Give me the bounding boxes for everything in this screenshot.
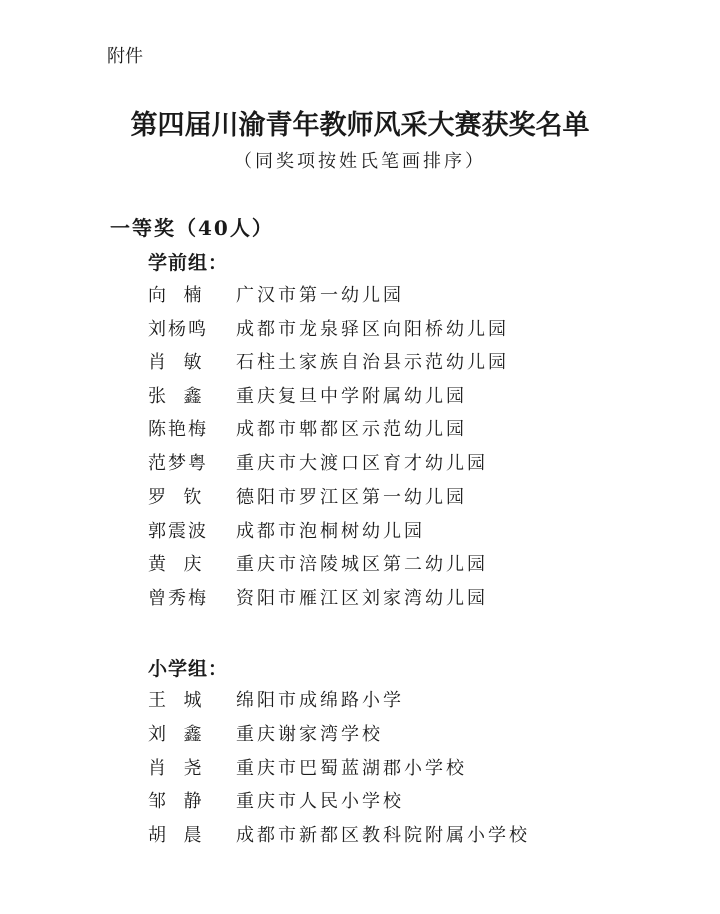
list-item [148, 787, 404, 813]
document-subtitle: （同奖项按姓氏笔画排序） [234, 151, 486, 172]
winner-school: 石柱土家族自治县示范幼儿园 [236, 352, 509, 373]
winner-name: 郭震波 [148, 521, 208, 542]
winner-school: 重庆市涪陵城区第二幼儿园 [236, 554, 488, 575]
winner-school: 重庆市人民小学校 [236, 791, 404, 812]
group-title-preschool: 学前组： [148, 252, 229, 274]
winner-school: 成都市泡桐树幼儿园 [236, 521, 425, 542]
winner-school: 重庆市巴蜀蓝湖郡小学校 [236, 758, 467, 779]
winner-name: 曾秀梅 [148, 588, 208, 609]
winner-school: 成都市龙泉驿区向阳桥幼儿园 [236, 319, 509, 340]
list-item [148, 382, 467, 408]
document-title: 第四届川渝青年教师风采大赛获奖名单 [130, 110, 590, 141]
winner-name: 刘 鑫 [148, 724, 204, 745]
winner-name: 肖 敏 [148, 352, 204, 373]
winner-school: 广汉市第一幼儿园 [236, 285, 404, 306]
group-title-primary: 小学组： [148, 658, 229, 680]
list-item [148, 281, 404, 307]
winner-name: 范梦粤 [148, 453, 208, 474]
winner-name: 王 城 [148, 690, 204, 711]
list-item [148, 821, 530, 847]
list-item [148, 754, 467, 780]
winner-name: 黄 庆 [148, 554, 204, 575]
winner-name: 张 鑫 [148, 386, 204, 407]
winner-school: 绵阳市成绵路小学 [236, 690, 404, 711]
winner-school: 成都市新都区教科院附属小学校 [236, 825, 530, 846]
list-item [148, 483, 467, 509]
list-item [148, 415, 467, 441]
list-item [148, 686, 404, 712]
winner-school: 重庆复旦中学附属幼儿园 [236, 386, 467, 407]
list-item [148, 517, 425, 543]
winner-school: 重庆市大渡口区育才幼儿园 [236, 453, 488, 474]
winner-name: 邹 静 [148, 791, 204, 812]
winner-school: 德阳市罗江区第一幼儿园 [236, 487, 467, 508]
attachment-label: 附件 [107, 46, 143, 67]
list-item [148, 348, 509, 374]
list-item [148, 550, 488, 576]
winner-school: 重庆谢家湾学校 [236, 724, 383, 745]
list-item [148, 449, 488, 475]
prize-heading-first: 一等奖（40人） [110, 216, 274, 240]
winner-name: 刘杨鸣 [148, 319, 208, 340]
list-item [148, 720, 383, 746]
winner-school: 成都市郫都区示范幼儿园 [236, 419, 467, 440]
winner-name: 肖 尧 [148, 758, 204, 779]
winner-name: 胡 晨 [148, 825, 204, 846]
winner-name: 陈艳梅 [148, 419, 208, 440]
winner-name: 向 楠 [148, 285, 204, 306]
list-item [148, 315, 509, 341]
winner-school: 资阳市雁江区刘家湾幼儿园 [236, 588, 488, 609]
list-item [148, 584, 488, 610]
winner-name: 罗 钦 [148, 487, 204, 508]
